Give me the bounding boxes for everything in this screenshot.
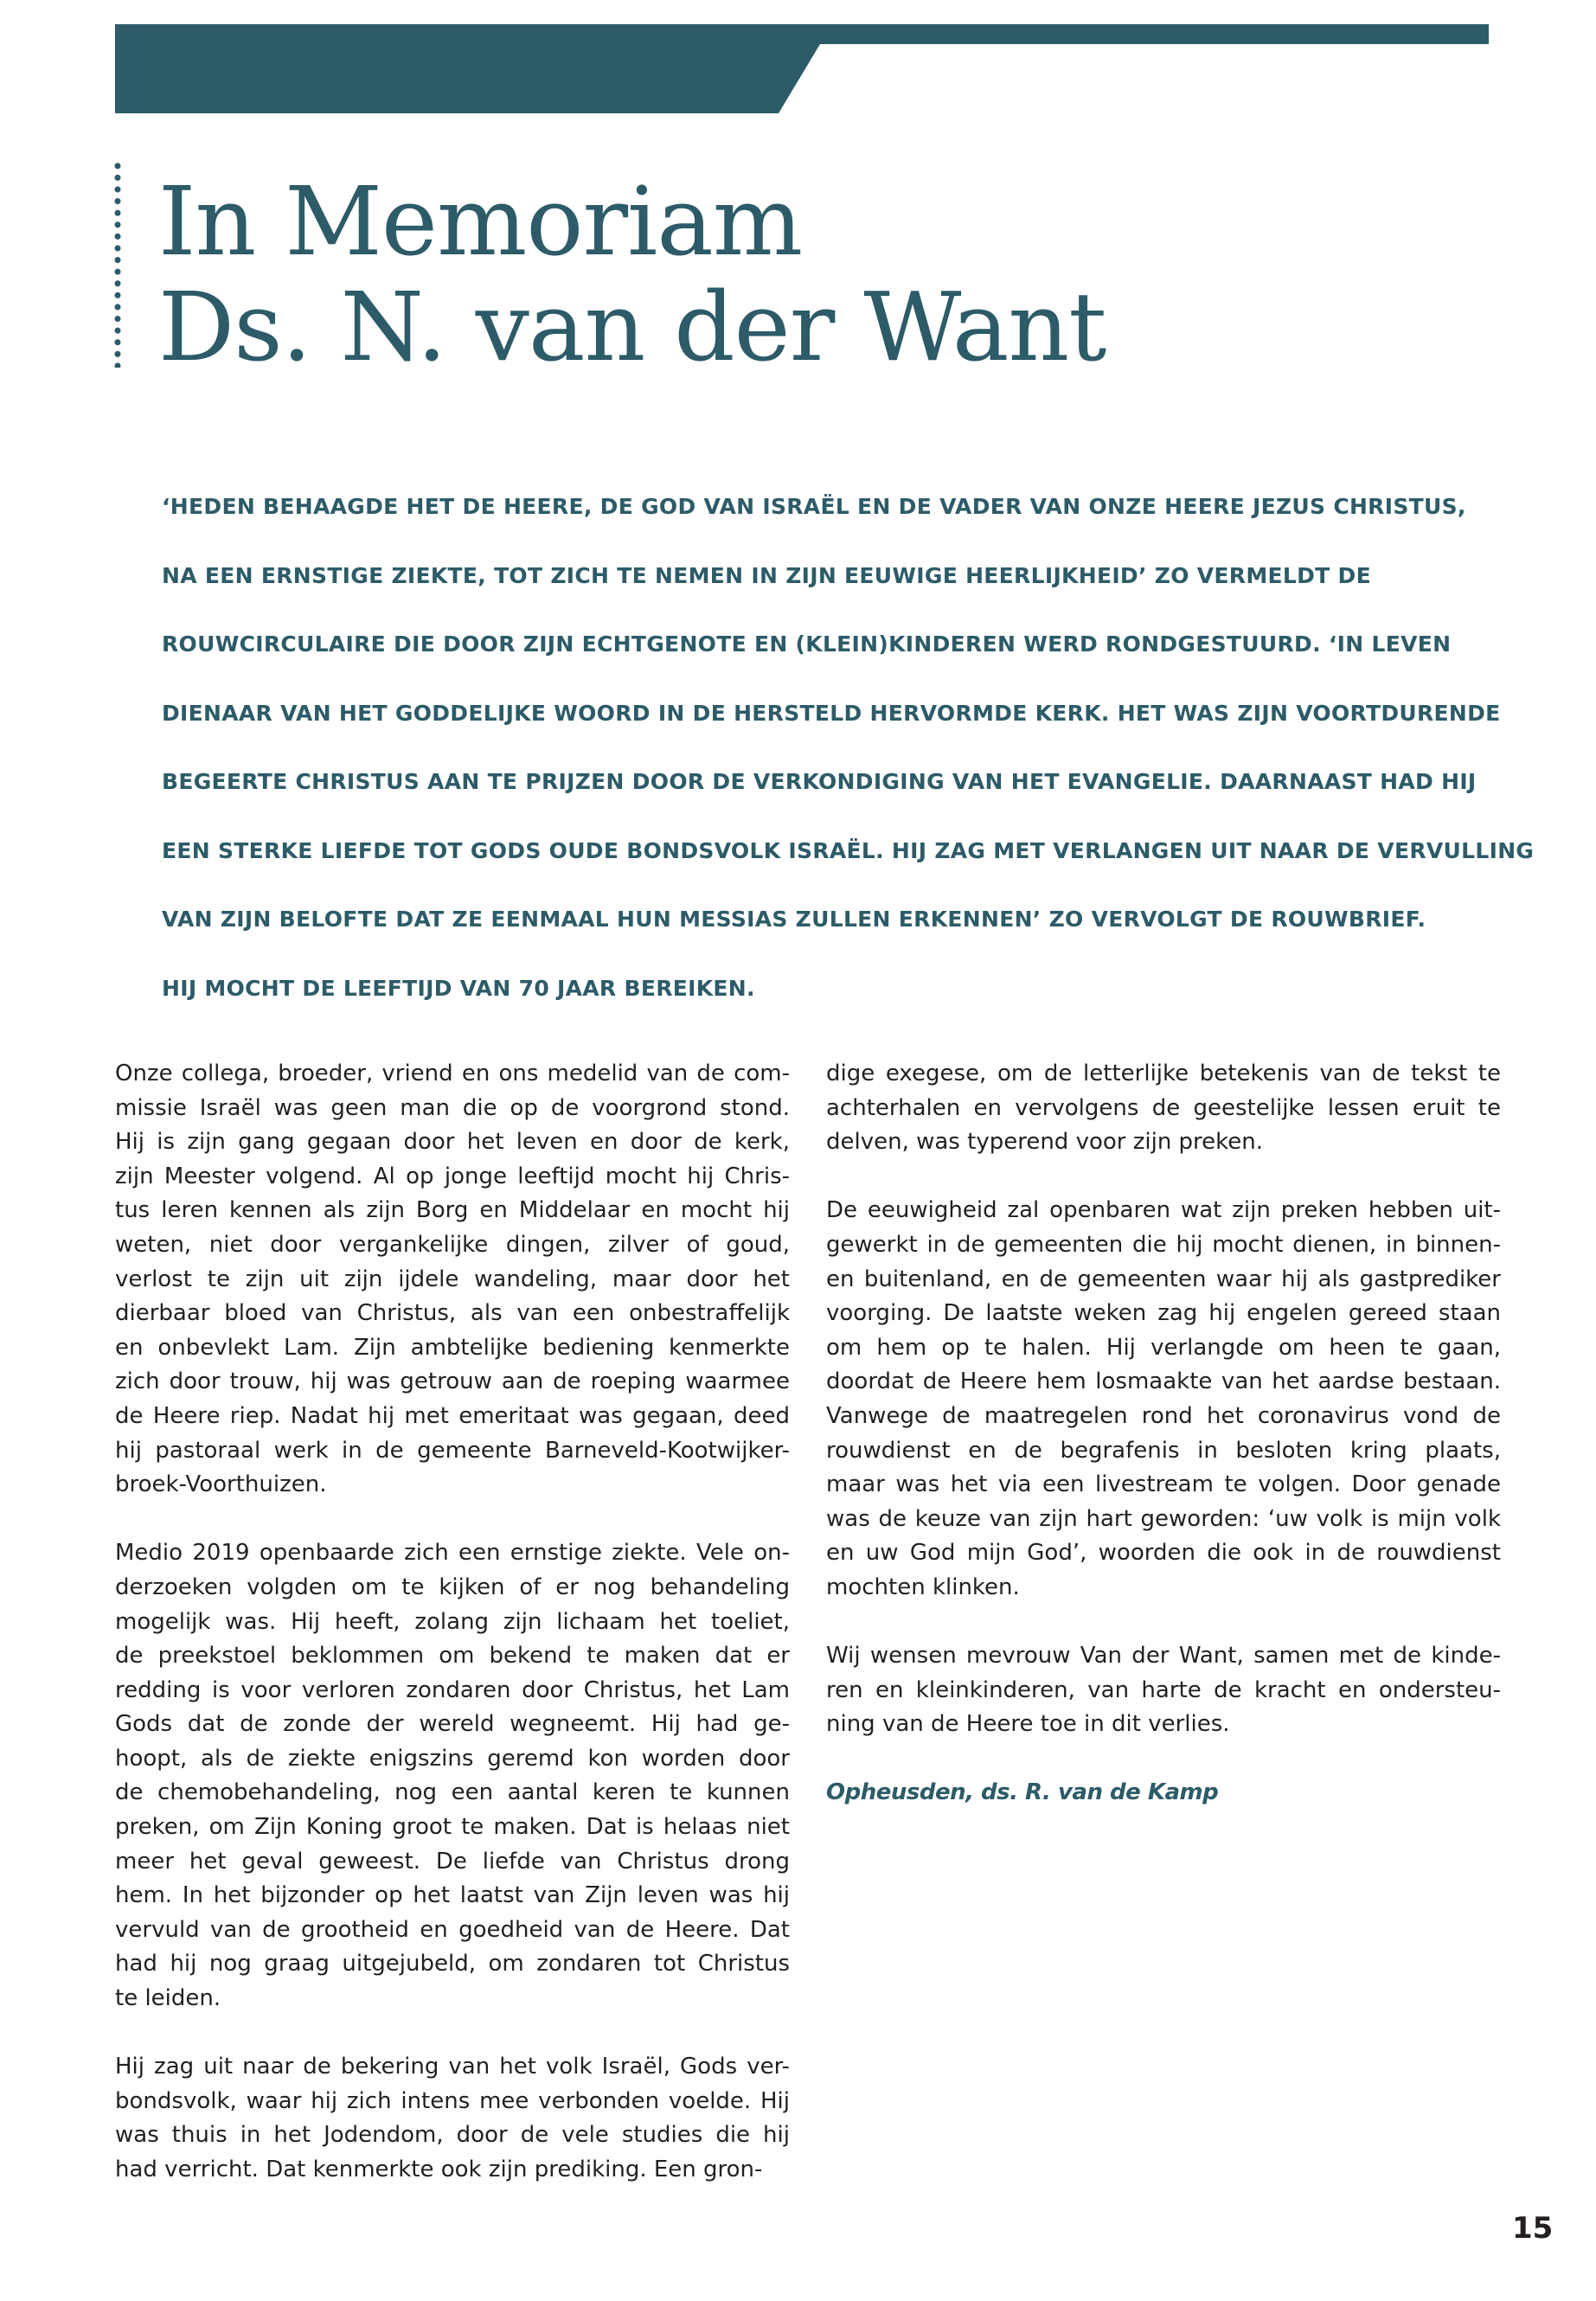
text-line: ren en kleinkinderen, van harte de kracht en ondersteu- <box>826 1676 1501 1703</box>
text-line: gewerkt in de gemeenten die hij mocht dienen, in binnen- <box>826 1231 1501 1258</box>
text-line: de chemobehandeling, nog een aantal keren te kunnen <box>115 1779 790 1806</box>
text-line: voorging. De laatste weken zag hij engelen gereed staan <box>826 1300 1501 1327</box>
intro-line: BEGEERTE CHRISTUS AAN TE PRIJZEN DOOR DE VERKONDIGING VAN HET EVANGELIE. DAARNAAST HAD HIJ <box>162 769 1477 794</box>
text-line: zijn Meester volgend. Al op jonge leeftijd mocht hij Chris- <box>115 1163 790 1189</box>
title-line-1: In Memoriam <box>158 166 803 277</box>
text-line: de Heere riep. Nadat hij met emeritaat was gegaan, deed <box>115 1402 790 1429</box>
text-line: Gods dat de zonde der wereld wegneemt. Hij had ge- <box>115 1711 790 1738</box>
text-line: doordat de Heere hem losmaakte van het aardse bestaan. <box>826 1368 1501 1395</box>
text-line: derzoeken volgden om te kijken of er nog behandeling <box>115 1574 790 1600</box>
text-line: tus leren kennen als zijn Borg en Middelaar en mocht hij <box>115 1197 790 1224</box>
text-line: redding is voor verloren zondaren door Christus, het Lam <box>115 1676 790 1703</box>
paragraph <box>115 1536 790 2016</box>
text-line: hem. In het bijzonder op het laatst van Zijn leven was hij <box>115 1882 790 1909</box>
text-line: achterhalen en vervolgens de geestelijke lessen eruit te <box>826 1094 1501 1121</box>
text-line: Wij wensen mevrouw Van der Want, samen met de kinde- <box>826 1643 1501 1670</box>
header-band <box>0 0 1596 121</box>
body-column-left <box>115 1057 790 2221</box>
text-line: hij pastoraal werk in de gemeente Barneveld-Kootwijker- <box>115 1437 790 1464</box>
text-line: broek-Voorthuizen. <box>115 1471 327 1498</box>
text-line: en onbevlekt Lam. Zijn ambtelijke bediening kenmerkte <box>115 1334 790 1361</box>
text-line: had verricht. Dat kenmerkte ook zijn prediking. Een gron- <box>115 2157 763 2182</box>
text-line: hoopt, als de ziekte enigszins geremd kon worden door <box>115 1745 790 1772</box>
author-signature: Opheusden, ds. R. van de Kamp <box>826 1779 1219 1806</box>
text-line: de preekstoel beklommen om bekend te maken dat er <box>115 1643 790 1670</box>
page-number: 15 <box>1512 2211 1554 2246</box>
text-line: was thuis in het Jodendom, door de vele studies die hij <box>115 2122 790 2149</box>
text-line: mochten klinken. <box>826 1574 1020 1600</box>
text-line: Medio 2019 openbaarde zich een ernstige ziekte. Vele on- <box>115 1540 790 1567</box>
text-line: ning van de Heere toe in dit verlies. <box>826 1711 1230 1738</box>
text-line: mogelijk was. Hij heeft, zolang zijn lichaam het toeliet, <box>115 1608 790 1635</box>
body-column-right <box>826 1057 1501 1811</box>
text-line: en uw God mijn God’, woorden die ook in de rouwdienst <box>826 1540 1501 1567</box>
text-line: te leiden. <box>115 1985 221 2012</box>
intro-line: ‘HEDEN BEHAAGDE HET DE HEERE, DE GOD VAN ISRAËL EN DE VADER VAN ONZE HEERE JEZUS CHRISTUS, <box>162 494 1466 519</box>
paragraph <box>115 2050 790 2187</box>
intro-line: ROUWCIRCULAIRE DIE DOOR ZIJN ECHTGENOTE EN (KLEIN)KINDEREN WERD RONDGESTUURD. ‘IN LEVEN <box>162 631 1452 657</box>
text-line: bondsvolk, waar hij zich intens mee verbonden voelde. Hij <box>115 2087 790 2114</box>
text-line: had hij nog graag uitgejubeld, om zondaren tot Christus <box>115 1951 790 1977</box>
text-line: Hij zag uit naar de bekering van het volk Israël, Gods ver- <box>115 2054 790 2080</box>
text-line: dierbaar bloed van Christus, als van een onbestraffelijk <box>115 1300 790 1327</box>
text-line: Onze collega, broeder, vriend en ons medelid van de com- <box>115 1061 790 1086</box>
page-title <box>158 166 1106 382</box>
text-line: preken, om Zijn Koning groot te maken. Dat is helaas niet <box>115 1814 790 1841</box>
intro-line: NA EEN ERNSTIGE ZIEKTE, TOT ZICH TE NEMEN IN ZIJN EEUWIGE HEERLIJKHEID’ ZO VERMELDT DE <box>162 562 1371 588</box>
intro-lead <box>162 472 1535 1022</box>
text-line: verlost te zijn uit zijn ijdele wandeling, maar door het <box>115 1266 790 1292</box>
text-line: zich door trouw, hij was getrouw aan de roeping waarmee <box>115 1368 790 1395</box>
text-line: weten, niet door vergankelijke dingen, zilver of goud, <box>115 1231 790 1258</box>
text-line: rouwdienst en de begrafenis in besloten kring plaats, <box>826 1437 1501 1464</box>
paragraph <box>115 1057 790 1503</box>
intro-line: DIENAAR VAN HET GODDELIJKE WOORD IN DE HERSTELD HERVORMDE KERK. HET WAS ZIJN VOORTDURENDE <box>162 700 1501 726</box>
text-line: meer het geval geweest. De liefde van Christus drong <box>115 1848 790 1875</box>
dotted-vertical-rule <box>113 160 122 368</box>
paragraph <box>826 1057 1501 1160</box>
intro-line: EEN STERKE LIEFDE TOT GODS OUDE BONDSVOLK ISRAËL. HIJ ZAG MET VERLANGEN UIT NAAR DE VERVULLING <box>162 837 1535 863</box>
text-line: Vanwege de maatregelen rond het coronavirus vond de <box>826 1402 1501 1429</box>
text-line: De eeuwigheid zal openbaren wat zijn preken hebben uit- <box>826 1197 1501 1224</box>
text-line: vervuld van de grootheid en goedheid van de Heere. Dat <box>115 1916 790 1943</box>
text-line: was de keuze van zijn hart geworden: ‘uw volk is mijn volk <box>826 1505 1501 1532</box>
intro-line: VAN ZIJN BELOFTE DAT ZE EENMAAL HUN MESSIAS ZULLEN ERKENNEN’ ZO VERVOLGT DE ROUWBRIEF. <box>162 907 1426 932</box>
paragraph <box>826 1194 1501 1605</box>
header-band-dark <box>115 24 1489 113</box>
text-line: en buitenland, en de gemeenten waar hij als gastprediker <box>826 1266 1501 1292</box>
text-line: missie Israël was geen man die op de voorgrond stond. <box>115 1094 790 1121</box>
text-line: dige exegese, om de letterlijke betekenis van de tekst te <box>826 1061 1501 1086</box>
text-line: om hem op te halen. Hij verlangde om heen te gaan, <box>826 1334 1501 1361</box>
text-line: delven, was typerend voor zijn preken. <box>826 1129 1264 1156</box>
title-line-2: Ds. N. van der Want <box>158 272 1106 382</box>
text-line: maar was het via een livestream te volgen. Door genade <box>826 1471 1501 1498</box>
paragraph <box>826 1639 1501 1742</box>
intro-line: HIJ MOCHT DE LEEFTIJD VAN 70 JAAR BEREIKEN. <box>162 975 755 1001</box>
text-line: Hij is zijn gang gegaan door het leven en door de kerk, <box>115 1129 790 1156</box>
